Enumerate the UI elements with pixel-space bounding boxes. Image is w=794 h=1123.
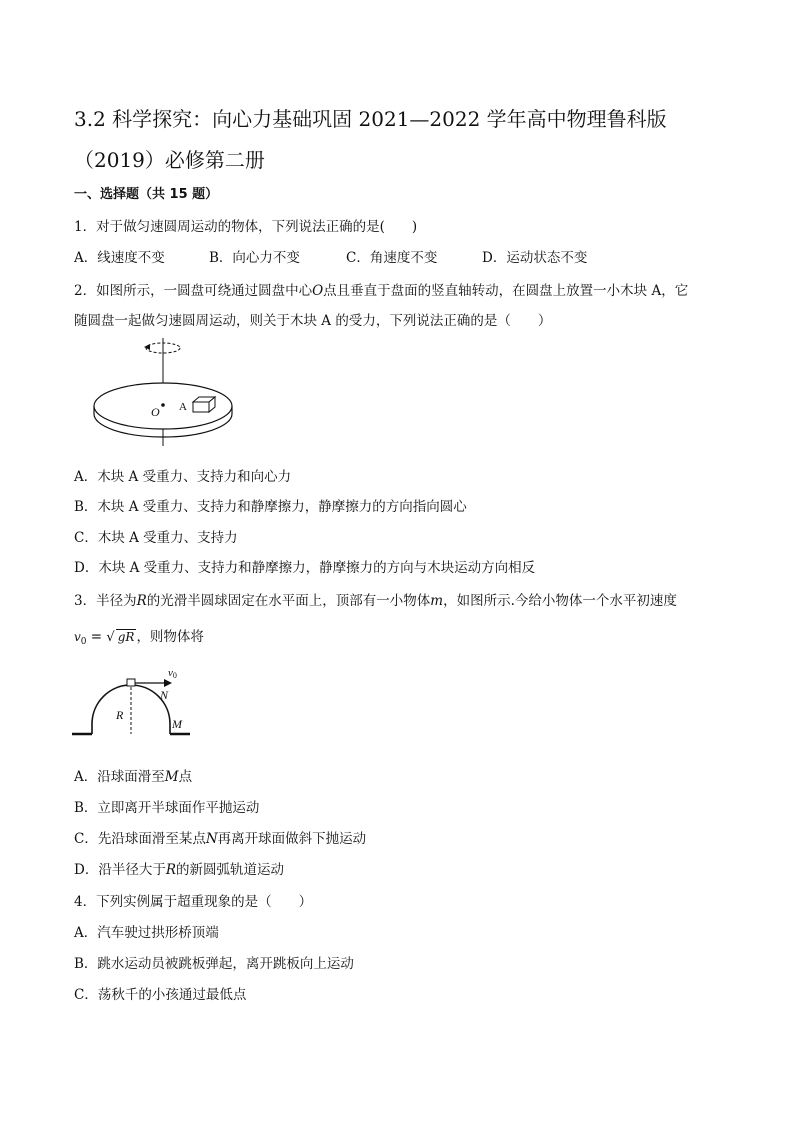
option-var: R — [165, 862, 176, 878]
option-text: 再离开球面做斜下抛运动 — [217, 831, 367, 847]
document-title-line1: 3.2 科学探究：向心力基础巩固 2021—2022 学年高中物理鲁科版 — [74, 107, 667, 131]
question-2-option-d: D．木块 A 受重力、支持力和静摩擦力，静摩擦力的方向与木块运动方向相反 — [74, 560, 536, 576]
question-1-stem: 1．对于做匀速圆周运动的物体，下列说法正确的是( ) — [74, 219, 418, 235]
disc-center-point — [161, 403, 165, 407]
question-4-option-a: A．汽车驶过拱形桥顶端 — [74, 925, 219, 941]
question-3-initial-velocity-formula — [74, 627, 204, 652]
question-3-stem-part: 3．半径为 — [74, 593, 137, 609]
question-4-option-b: B．跳水运动员被跳板弹起，离开跳板向上运动 — [74, 956, 354, 972]
option-var: M — [164, 769, 179, 785]
option-text: 的新圆弧轨道运动 — [176, 862, 284, 878]
question-1-option-c: C．角速度不变 — [346, 250, 438, 266]
question-3-option-c — [74, 829, 734, 849]
question-3-option-b — [74, 798, 734, 818]
question-3-option-d — [74, 860, 734, 880]
question-2-option-a: A．木块 A 受重力、支持力和向心力 — [74, 469, 292, 485]
option-text: B．立即离开半球面作平抛运动 — [74, 800, 260, 816]
label-v-sub: 0 — [172, 671, 177, 680]
option-text: A．沿球面滑至 — [74, 769, 165, 785]
question-2-stem-line1 — [74, 281, 734, 301]
block-a-front — [193, 402, 209, 412]
label-a: A — [179, 401, 187, 413]
question-2-option-b: B．木块 A 受重力、支持力和静摩擦力，静摩擦力的方向指向圆心 — [74, 499, 467, 515]
velocity-arrowhead — [164, 679, 172, 687]
question-2-stem-line2: 随圆盘一起做匀速圆周运动，则关于木块 A 的受力，下列说法正确的是（ ） — [74, 313, 552, 329]
question-1-option-d: D．运动状态不变 — [482, 250, 588, 266]
label-v0 — [168, 667, 177, 680]
question-3-stem-tail: ，则物体将 — [136, 629, 204, 645]
formula-v: v — [74, 630, 81, 644]
label-v: v — [168, 667, 173, 679]
label-o: O — [151, 405, 160, 419]
hemisphere-figure — [72, 662, 197, 740]
question-2-option-c: C．木块 A 受重力、支持力 — [74, 530, 238, 546]
option-text: D．沿半径大于 — [74, 862, 166, 878]
formula-radicand: gR — [117, 630, 135, 644]
label-r: R — [116, 708, 124, 722]
question-3-var-m: m — [430, 593, 444, 609]
question-1-option-b: B．向心力不变 — [209, 250, 300, 266]
question-1-option-a: A．线速度不变 — [74, 250, 165, 266]
question-4-stem: 4．下列实例属于超重现象的是（ ） — [74, 894, 313, 910]
question-2-stem-part: 点且垂直于盘面的竖直轴转动，在圆盘上放置一小木块 A，它 — [323, 283, 689, 299]
option-text: C．先沿球面滑至某点 — [74, 831, 206, 847]
question-3-stem-part: ，如图所示.今给小物体一个水平初速度 — [443, 593, 677, 609]
rotating-disc-figure — [90, 338, 250, 446]
question-3-option-a — [74, 767, 734, 787]
sqrt-icon: √ — [106, 630, 115, 645]
question-2-var-o: O — [312, 283, 324, 299]
option-text: 点 — [178, 769, 193, 785]
option-var: N — [205, 831, 218, 847]
formula-equals: = — [86, 629, 107, 645]
question-3-stem-part: 的光滑半圆球固定在水平面上，顶部有一小物体 — [146, 593, 431, 609]
label-n: N — [160, 688, 169, 702]
label-m: M — [172, 717, 182, 731]
document-title-line2: （2019）必修第二册 — [74, 148, 265, 172]
section-heading: 一、选择题（共 15 题） — [74, 187, 219, 202]
question-3-var-r: R — [136, 593, 147, 609]
question-3-stem-line1 — [74, 591, 734, 611]
question-4-option-c: C．荡秋千的小孩通过最低点 — [74, 987, 247, 1003]
small-object — [127, 679, 135, 686]
formula-subscript: 0 — [80, 637, 87, 647]
question-2-stem-part: 2．如图所示，一圆盘可绕通过圆盘中心 — [74, 283, 313, 299]
